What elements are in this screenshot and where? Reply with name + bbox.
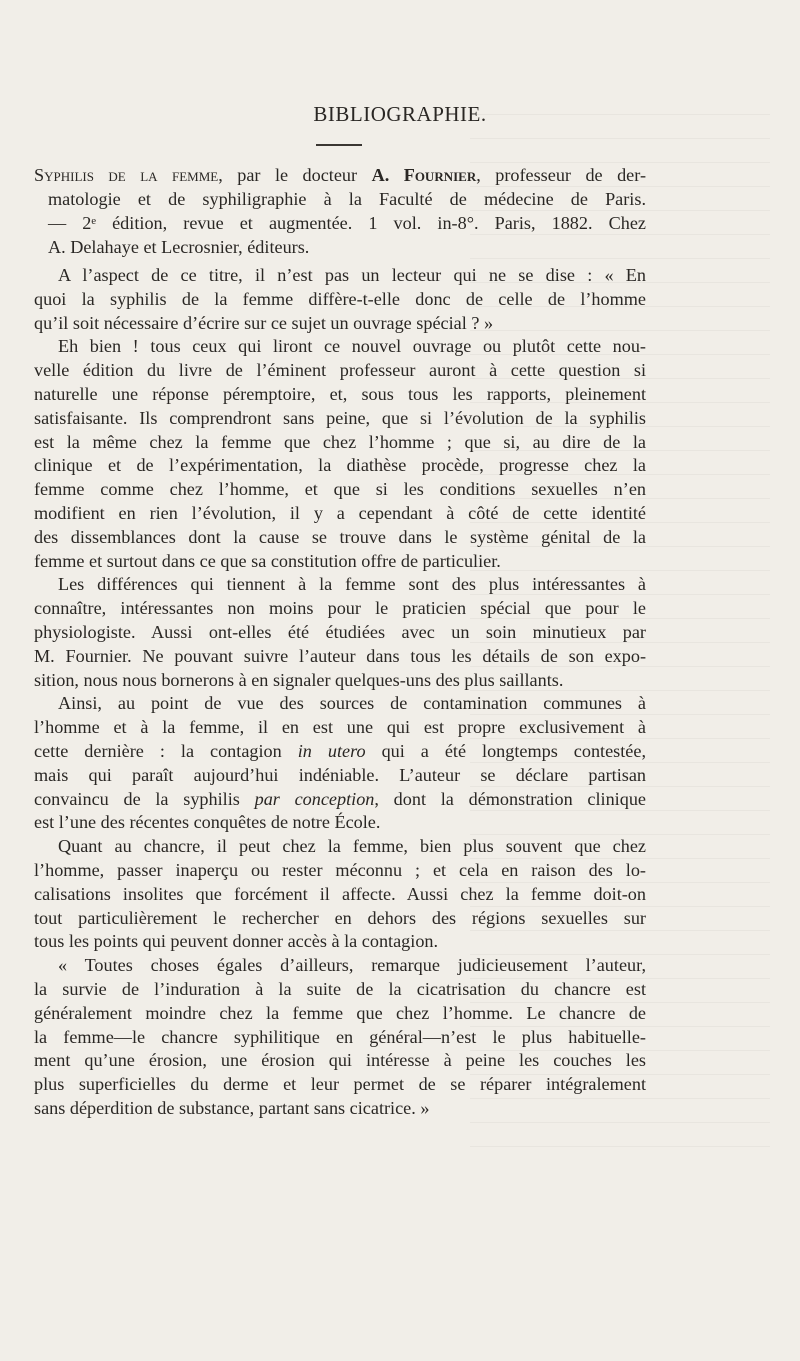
text-line: physiologiste. Aussi ont-elles été étudiées avec un soin minutieux par (34, 621, 646, 642)
text-line: qu’il soit nécessaire d’écrire sur ce sujet un ouvrage spécial ? » (34, 312, 494, 333)
text-line: femme comme chez l’homme, et que si les conditions sexuelles n’en (34, 479, 646, 500)
reference-line: Syphilis de la femme, par le docteur A. Fournier, professeur de der- (34, 165, 647, 185)
reference-line: — 2ᵉ édition, revue et augmentée. 1 vol. in-8°. Paris, 1882. Chez (48, 213, 646, 233)
text-line: modifient en rien l’évolution, il y a cependant à côté de cette identité (34, 502, 646, 523)
text-line: convaincu de la syphilis par conception, dont la démonstration clinique (34, 788, 646, 809)
emphasis: in utero (297, 740, 366, 761)
text-line: Quant au chancre, il peut chez la femme, bien plus souvent que chez (58, 836, 646, 857)
review-text (34, 264, 646, 1121)
text-line: M. Fournier. Ne pouvant suivre l’auteur dans tous les détails de son expo- (34, 645, 646, 666)
book-title: Syphilis de la femme (34, 165, 219, 185)
text-line: quoi la syphilis de la femme diffère-t-elle donc de celle de l’homme (34, 288, 646, 309)
text-line: Eh bien ! tous ceux qui liront ce nouvel ouvrage ou plutôt cette nou- (58, 336, 646, 357)
text-line: la survie de l’induration à la suite de la cicatrisation du chancre est (34, 978, 646, 999)
text-line: mais qui paraît aujourd’hui indéniable. L’auteur se déclare partisan (34, 764, 646, 785)
text-line: des dissemblances dont la cause se trouve dans le système génital de la (34, 526, 646, 547)
text-line: Les différences qui tiennent à la femme sont des plus intéressantes à (58, 574, 646, 595)
author-name: A. Fournier (371, 165, 477, 185)
text-line: généralement moindre chez la femme que chez l’homme. Le chancre de (34, 1002, 646, 1023)
text-line: calisations insolites que forcément il affecte. Aussi chez la femme doit-on (34, 883, 646, 904)
text-line: sans déperdition de substance, partant sans cicatrice. » (34, 1097, 430, 1118)
text-line: l’homme et à la femme, il en est une qui est propre exclusivement à (34, 717, 646, 738)
page-heading: BIBLIOGRAPHIE. (313, 102, 487, 126)
text-line: sition, nous nous bornerons à en signaler quelques-uns des plus saillants. (34, 669, 564, 690)
text-line: plus superficielles du derme et leur permet de se réparer intégralement (34, 1074, 646, 1095)
text-line: A l’aspect de ce titre, il n’est pas un lecteur qui ne se dise : « En (58, 265, 646, 285)
text-line: « Toutes choses égales d’ailleurs, remarque judicieusement l’auteur, (58, 955, 646, 976)
text-line: est la même chez la femme que chez l’homme ; que si, au dire de la (34, 431, 646, 452)
text-line: naturelle une réponse péremptoire, et, sous tous les rapports, pleinement (34, 383, 646, 404)
text-line: l’homme, passer inaperçu ou rester méconnu ; et cela en raison des lo- (34, 859, 646, 880)
emphasis: par conception (254, 788, 375, 809)
text-line: satisfaisante. Ils comprendront sans peine, que si l’évolution de la syphilis (34, 407, 646, 428)
heading-rule (316, 144, 362, 146)
text-line: clinique et de l’expérimentation, la diathèse procède, progresse chez la (34, 455, 646, 476)
text-line: ment qu’une érosion, une érosion qui intéresse à peine les couches les (34, 1050, 646, 1071)
text-line: connaître, intéressantes non moins pour le praticien spécial que pour le (34, 598, 646, 619)
bibliographic-reference (34, 163, 646, 259)
text-line: cette dernière : la contagion in utero qui a été longtemps contestée, (34, 740, 646, 761)
text-line: Ainsi, au point de vue des sources de contamination communes à (58, 693, 646, 714)
reference-line: matologie et de syphiligraphie à la Faculté de médecine de Paris. (48, 189, 646, 209)
text-line: velle édition du livre de l’éminent professeur auront à cette question si (34, 360, 646, 381)
reference-line: A. Delahaye et Lecrosnier, éditeurs. (48, 237, 310, 257)
text-line: la femme—le chancre syphilitique en général—n’est le plus habituelle- (34, 1026, 646, 1047)
text-line: femme et surtout dans ce que sa constitution offre de particulier. (34, 550, 501, 571)
text-line: est l’une des récentes conquêtes de notre École. (34, 812, 381, 833)
text-line: tous les points qui peuvent donner accès à la contagion. (34, 931, 439, 952)
text-line: tout particulièrement le rechercher en dehors des régions sexuelles sur (34, 907, 646, 928)
